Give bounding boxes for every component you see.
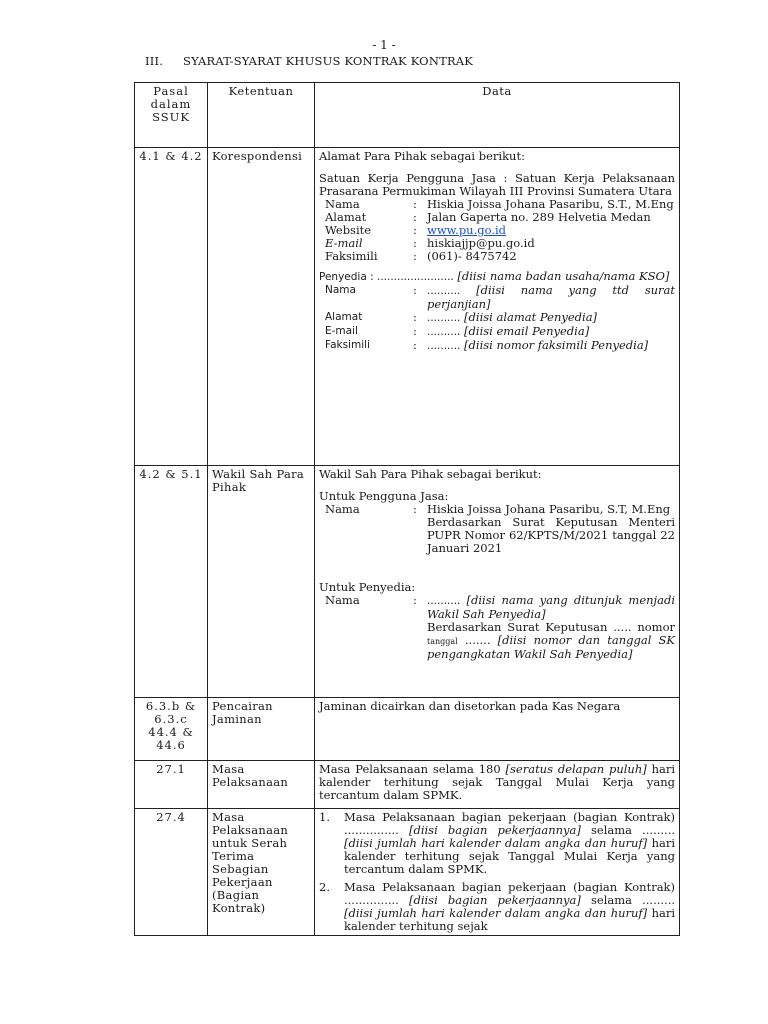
penyedia-hint: [diisi nama badan usaha/nama KSO] [457, 269, 670, 283]
table-row [135, 148, 680, 466]
row-data [315, 466, 680, 698]
field-faksimili: Faksimili : (061)- 8475742 [319, 250, 675, 263]
row-pasal: 4.2 & 5.1 [135, 466, 208, 698]
field-penyedia-nama: Nama : .......... [diisi nama yang ditunjuk menjadi Wakil Sah Penyedia] [325, 593, 675, 621]
field-sk [319, 516, 675, 555]
table-row [135, 761, 680, 809]
dots: .......... [427, 326, 461, 338]
label: Faksimili [325, 249, 378, 263]
row-ketentuan: Pencairan Jaminan [208, 698, 315, 761]
table-row [135, 466, 680, 698]
hint: [diisi nomor dan tanggal SK pengangkatan Wakil Sah Penyedia] [427, 633, 676, 661]
label: E-mail [325, 325, 358, 337]
field-website: Website : www.pu.go.id [319, 224, 675, 237]
list-item [319, 881, 675, 933]
item-number: 2. [319, 880, 330, 894]
label: Nama [325, 502, 360, 516]
list-item [319, 811, 675, 876]
section-heading [145, 54, 473, 68]
item-hint: [diisi bagian pekerjaannya] [408, 893, 581, 907]
label: Alamat [325, 210, 367, 224]
item-hint: [diisi bagian pekerjaannya] [408, 823, 581, 837]
data-prefix: Masa Pelaksanaan selama 180 [319, 762, 501, 776]
field-nama: Nama : Hiskia Joissa Johana Pasaribu, S.T, M.Eng [319, 503, 675, 516]
hint: [diisi email Penyedia] [464, 324, 590, 338]
label: Faksimili [325, 339, 370, 351]
hint: [diisi nama yang ttd surat perjanjian] [427, 283, 675, 311]
item-text: selama ......... [591, 893, 676, 907]
section-title: SYARAT-SYARAT KHUSUS KONTRAK KONTRAK [183, 54, 474, 68]
item-hint: [diisi jumlah hari kalender dalam angka dan huruf] [344, 906, 648, 920]
dots: .......... [427, 285, 461, 297]
hint: [diisi nomor faksimili Penyedia] [464, 338, 649, 352]
ssuk-table [134, 82, 680, 936]
penyedia-prefix: Penyedia : ....................... [319, 271, 454, 283]
field-penyedia-sk [319, 621, 675, 661]
dots: .......... [427, 340, 461, 352]
pengguna-jasa-line: Satuan Kerja Pengguna Jasa : Satuan Kerja Pelaksanaan Prasarana Permukiman Wilayah III Provinsi Sumatera Utara [319, 171, 675, 198]
data-suffix: hari kalender terhitung sejak Tanggal Mulai Kerja yang tercantum dalam SPMK. [319, 762, 676, 802]
label: Nama [325, 284, 356, 296]
header-data: Data [315, 83, 680, 148]
label: Nama [325, 593, 360, 607]
field-nama: Nama : Hiskia Joissa Johana Pasaribu, S.T., M.Eng [325, 197, 674, 211]
website-link[interactable]: www.pu.go.id [427, 223, 507, 237]
value: hiskiajjp@pu.go.id [427, 236, 535, 250]
tanggal-label: tanggal [427, 637, 458, 646]
header-ketentuan: Ketentuan [208, 83, 315, 148]
field-email: E-mail : hiskiajjp@pu.go.id [319, 237, 675, 250]
item-text: Masa Pelaksanaan bagian pekerjaan (bagian Kontrak) ............... [344, 880, 675, 907]
hint: [diisi nama yang ditunjuk menjadi Wakil Sah Penyedia] [427, 593, 675, 621]
intro-text: Alamat Para Pihak sebagai berikut: [319, 149, 525, 163]
value: Jalan Gaperta no. 289 Helvetia Medan [427, 210, 651, 224]
item-text: hari kalender terhitung sejak [344, 906, 676, 933]
item-text: Masa Pelaksanaan bagian pekerjaan (bagian Kontrak) ............... [344, 810, 675, 837]
row-ketentuan: Korespondensi [208, 148, 315, 466]
row-pasal: 27.4 [135, 809, 208, 936]
label: E-mail [325, 236, 363, 250]
row-ketentuan: Masa Pelaksanaan [208, 761, 315, 809]
row-data [315, 809, 680, 936]
page-number: - 1 - [372, 38, 396, 52]
value: Hiskia Joissa Johana Pasaribu, S.T, M.Eng [427, 502, 671, 516]
dots: ....... [464, 633, 491, 647]
label: Website [325, 223, 372, 237]
item-text: selama ......... [591, 823, 676, 837]
sk-text: Berdasarkan Surat Keputusan Menteri PUPR Nomor 62/KPTS/M/2021 tanggal 22 Januari 2021 [427, 515, 675, 555]
field-penyedia-faksimili: Faksimili : .......... [diisi nomor faksimili Penyedia] [325, 338, 649, 352]
row-data [315, 761, 680, 809]
header-pasal: Pasal dalam SSUK [135, 83, 208, 148]
row-data: Jaminan dicairkan dan disetorkan pada Kas Negara [315, 698, 680, 761]
dots: .......... [427, 312, 461, 324]
field-penyedia-alamat: Alamat : .......... [diisi alamat Penyedia] [325, 310, 598, 324]
section-number: III. [145, 54, 164, 68]
table-header-row [135, 83, 680, 148]
item-hint: [diisi jumlah hari kalender dalam angka dan huruf] [344, 836, 648, 850]
item-number: 1. [319, 810, 330, 824]
value: (061)- 8475742 [427, 249, 517, 263]
penyedia-line [319, 270, 675, 284]
hint: [diisi alamat Penyedia] [464, 310, 598, 324]
row-ketentuan: Masa Pelaksanaan untuk Serah Terima Sebagian Pekerjaan (Bagian Kontrak) [208, 809, 315, 936]
table-row [135, 698, 680, 761]
label: Alamat [325, 311, 363, 323]
field-penyedia-email: E-mail : .......... [diisi email Penyedia] [325, 324, 590, 338]
row-pasal: 4.1 & 4.2 [135, 148, 208, 466]
data-hint: [seratus delapan puluh] [505, 762, 647, 776]
item-text: hari kalender terhitung sejak Tanggal Mulai Kerja yang tercantum dalam SPMK. [344, 836, 676, 876]
row-ketentuan: Wakil Sah Para Pihak [208, 466, 315, 698]
row-pasal: 27.1 [135, 761, 208, 809]
field-alamat: Alamat : Jalan Gaperta no. 289 Helvetia Medan [319, 211, 675, 224]
table-row [135, 809, 680, 936]
dots: .......... [427, 595, 461, 607]
penyedia-heading: Untuk Penyedia: [319, 580, 416, 594]
sk-text: Berdasarkan Surat Keputusan ..... nomor [427, 620, 675, 634]
pengguna-heading: Untuk Pengguna Jasa: [319, 489, 449, 503]
intro-text: Wakil Sah Para Pihak sebagai berikut: [319, 467, 542, 481]
label: Nama [325, 197, 360, 211]
row-pasal: 6.3.b & 6.3.c 44.4 & 44.6 [135, 698, 208, 761]
field-penyedia-nama: Nama : .......... [diisi nama yang ttd surat perjanjian] [325, 283, 675, 311]
row-data [315, 148, 680, 466]
value: Hiskia Joissa Johana Pasaribu, S.T., M.Eng [427, 197, 674, 211]
